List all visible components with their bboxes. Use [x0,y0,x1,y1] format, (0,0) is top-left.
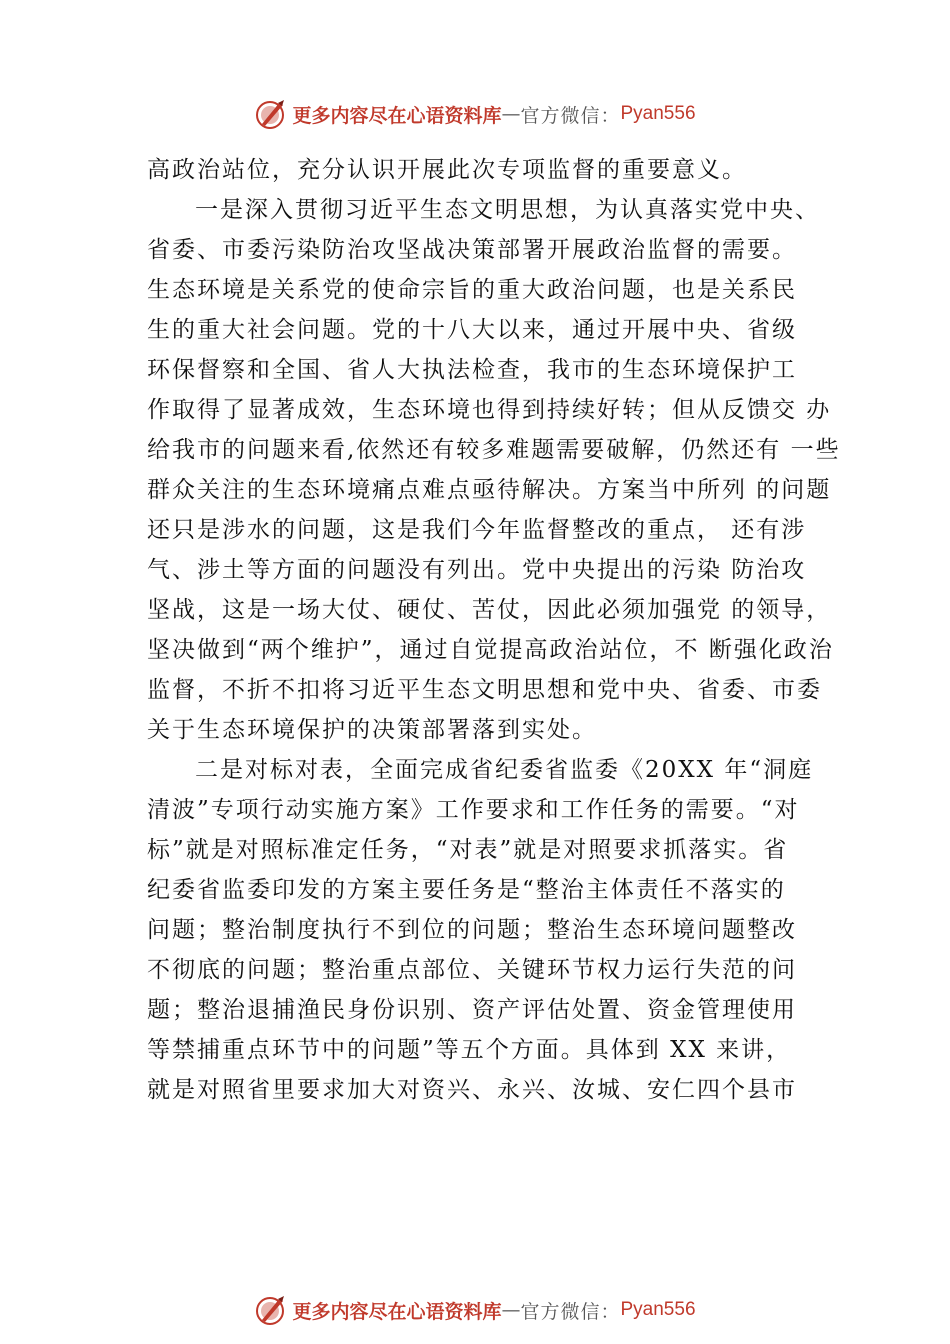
quill-logo-icon [254,1293,288,1327]
header-wechat-id: Pyan556 [620,103,696,124]
body-line: 省委、市委污染防治攻坚战决策部署开展政治监督的需要。 [147,237,797,263]
body-line: 坚决做到“两个维护”，通过自觉提高政治站位，不 断强化政治 [147,637,834,663]
body-line: 给我市的问题来看,依然还有较多难题需要破解，仍然还有 一些 [147,437,841,463]
footer-dash: — [501,1299,521,1321]
body-line: 纪委省监委印发的方案主要任务是“整治主体责任不落实的 [147,877,786,903]
footer-wechat-id: Pyan556 [620,1299,696,1320]
body-line: 不彻底的问题；整治重点部位、关键环节权力运行失范的问 [147,957,797,983]
header-dash: — [501,103,521,125]
body-line: 生态环境是关系党的使命宗旨的重大政治问题，也是关系民 [147,277,797,303]
body-line: 高政治站位，充分认识开展此次专项监督的重要意义。 [147,157,747,183]
body-line: 作取得了显著成效，生态环境也得到持续好转；但从反馈交 办 [147,397,832,423]
body-line: 环保督察和全国、省人大执法检查，我市的生态环境保护工 [147,357,797,383]
body-line: 问题；整治制度执行不到位的问题；整治生态环境问题整改 [147,917,797,943]
body-line: 气、涉土等方面的问题没有列出。党中央提出的污染 防治攻 [147,557,807,583]
body-line: 生的重大社会问题。党的十八大以来，通过开展中央、省级 [147,317,797,343]
header-banner [0,94,950,134]
footer-site-name: 更多内容尽在心语资料库 [292,1300,502,1323]
paragraph-first-line: 二是对标对表，全面完成省纪委省监委《20XX 年“洞庭 [195,757,814,783]
body-line: 关于生态环境保护的决策部署落到实处。 [147,717,597,743]
paragraph-first-line: 一是深入贯彻习近平生态文明思想，为认真落实党中央、 [195,197,820,223]
header-wechat-label: 官方微信： [520,104,621,127]
body-line: 标”就是对照标准定任务，“对表”就是对照要求抓落实。省 [147,837,789,863]
footer-wechat-label: 官方微信： [520,1300,621,1323]
document-body [147,150,841,1110]
quill-logo-icon [254,97,288,131]
body-line: 坚战，这是一场大仗、硬仗、苦仗，因此必须加强党 的领导， [147,597,832,623]
body-line: 题；整治退捕渔民身份识别、资产评估处置、资金管理使用 [147,997,797,1023]
body-line: 等禁捕重点环节中的问题”等五个方面。具体到 XX 来讲， [147,1037,792,1063]
header-site-name: 更多内容尽在心语资料库 [292,104,502,127]
body-line: 还只是涉水的问题，这是我们今年监督整改的重点， 还有涉 [147,517,807,543]
body-line: 监督，不折不扣将习近平生态文明思想和党中央、省委、市委 [147,677,822,703]
body-line: 就是对照省里要求加大对资兴、永兴、汝城、安仁四个县市 [147,1077,797,1103]
footer-banner [0,1290,950,1330]
body-line: 清波”专项行动实施方案》工作要求和工作任务的需要。“对 [147,797,800,823]
body-line: 群众关注的生态环境痛点难点亟待解决。方案当中所列 的问题 [147,477,832,503]
